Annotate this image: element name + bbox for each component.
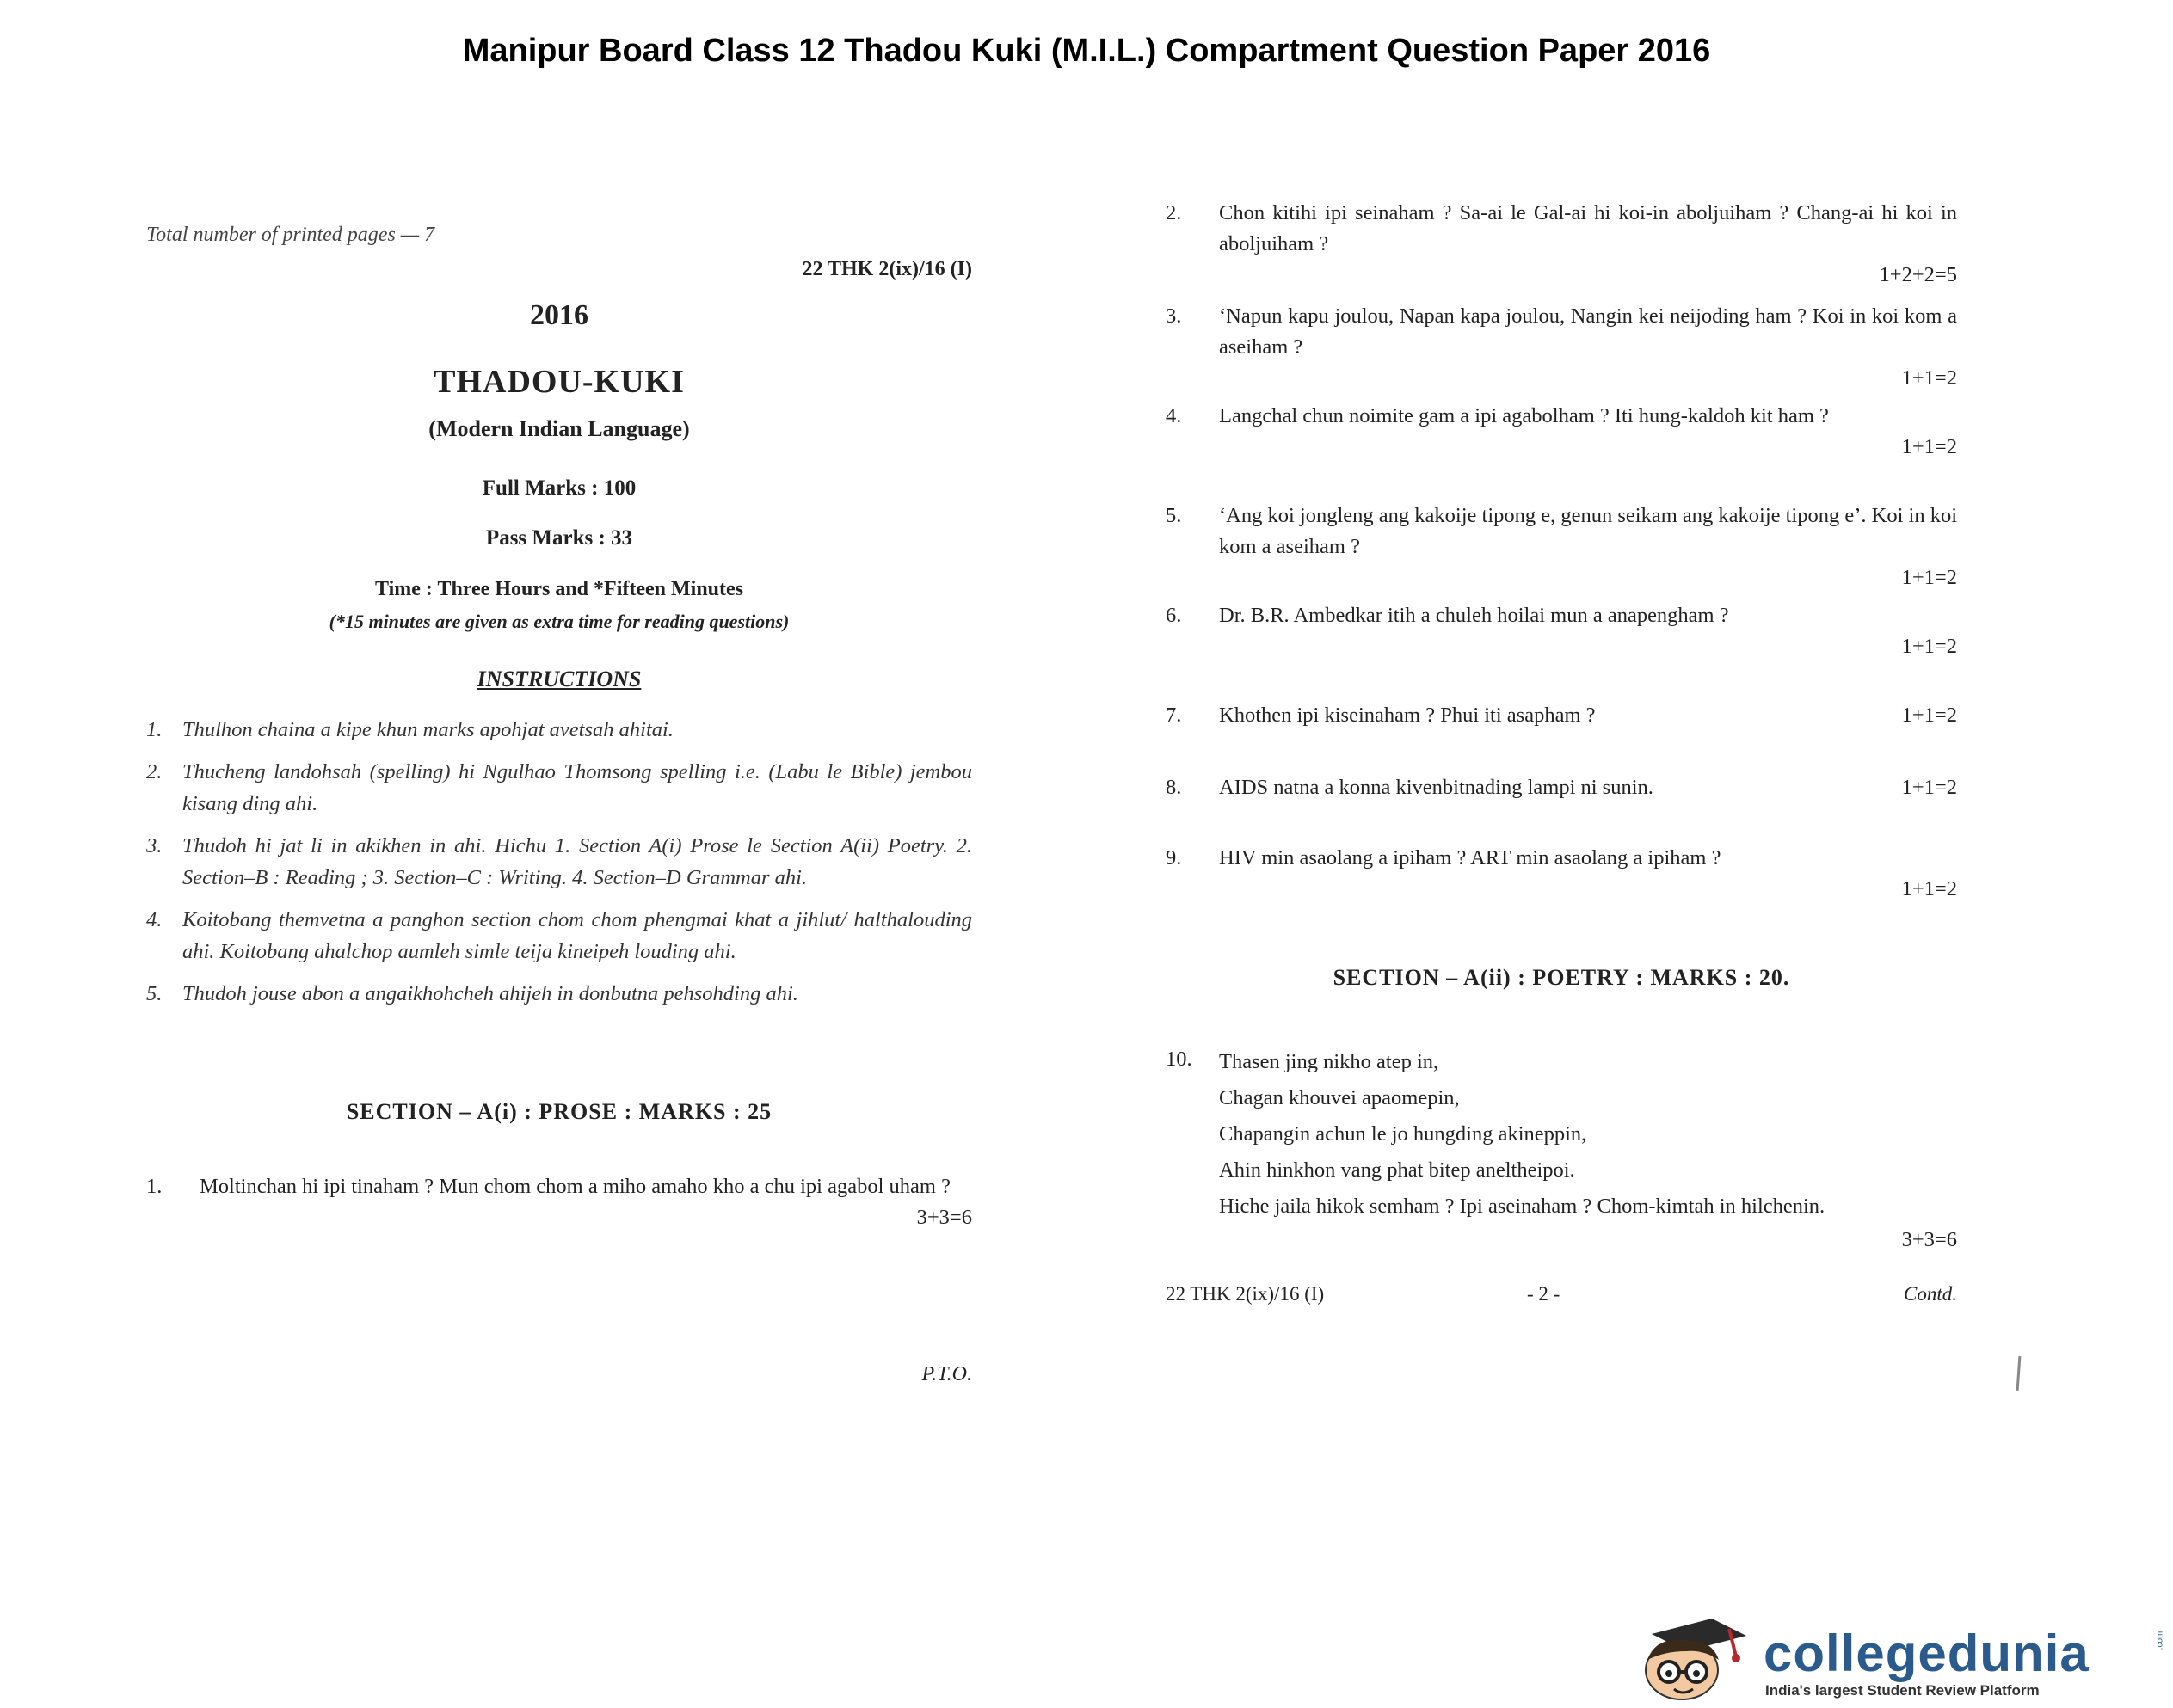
poem-line: Chagan khouvei apaomepin, (1219, 1086, 1460, 1109)
question-text: HIV min asaolang a ipiham ? ART min asaolang a ipiham ? (1219, 846, 1721, 869)
poem-line: Thasen jing nikho atep in, (1219, 1050, 1439, 1073)
instruction-number: 3. (146, 834, 163, 857)
question-text: Khothen ipi kiseinaham ? Phui iti asapham ? (1219, 703, 1596, 727)
instruction-item (146, 904, 972, 968)
question-text: Dr. B.R. Ambedkar itih a chuleh hoilai mun a anapengham ? (1219, 604, 1729, 627)
instruction-text: Koitobang themvetna a panghon section chom chom phengmai khat a jihlut/ halthalouding ahi. Koitobang ahalchop aumleh simle teija kineipeh louding ahi. (182, 908, 972, 963)
section-a2-heading: SECTION – A(ii) : POETRY : MARKS : 20. (1333, 965, 1790, 990)
question-number: 6. (1166, 604, 1182, 627)
footer-page-number: - 2 - (1527, 1283, 1560, 1305)
mascot-icon (1617, 1617, 1755, 1703)
instruction-item (146, 714, 972, 746)
logo-domain-suffix: .com (2155, 1631, 2165, 1650)
poem-line: Hiche jaila hikok semham ? Ipi aseinaham ? Chom-kimtah in hilchenin. (1219, 1195, 1825, 1218)
instructions-heading: INSTRUCTIONS (477, 667, 642, 691)
question-number: 8. (1166, 776, 1182, 799)
time-note: (*15 minutes are given as extra time for reading questions) (329, 611, 790, 632)
instruction-text: Thucheng landohsah (spelling) hi Ngulhao Thomsong spelling i.e. (Labu le Bible) jembou kisang ding ahi. (182, 760, 972, 815)
question-number: 3. (1166, 304, 1182, 328)
question-5 (1166, 501, 1957, 593)
printed-pages-note: Total number of printed pages — 7 (146, 224, 435, 246)
question-number: 4. (1166, 404, 1182, 427)
poem-line: Chapangin achun le jo hungding akineppin, (1219, 1122, 1587, 1146)
question-8 (1166, 772, 1957, 803)
footer-code: 22 THK 2(ix)/16 (I) (1166, 1283, 1325, 1305)
language-subtitle: (Modern Indian Language) (428, 416, 690, 441)
logo-wordmark: collegedunia (1764, 1625, 2090, 1682)
question-text: ‘Ang koi jongleng ang kakoije tipong e, genun seikam ang kakoije tipong e’. Koi in koi kom a aseiham ? (1219, 504, 1958, 558)
question-number: 7. (1166, 703, 1182, 727)
instruction-number: 2. (146, 760, 163, 783)
instruction-number: 5. (146, 982, 163, 1005)
question-marks: 1+1=2 (1901, 703, 1957, 727)
question-2 (1166, 198, 1957, 291)
question-marks: 1+2+2=5 (1879, 263, 1957, 286)
question-text: ‘Napun kapu joulou, Napan kapa joulou, Nangin kei neijoding ham ? Koi in koi kom a aseiham ? (1219, 304, 1957, 359)
instruction-item (146, 756, 972, 820)
question-marks: 1+1=2 (1901, 877, 1957, 900)
question-number: 10. (1166, 1048, 1192, 1071)
question-number: 9. (1166, 846, 1182, 869)
paper-code: 22 THK 2(ix)/16 (I) (802, 258, 972, 280)
exam-year: 2016 (530, 299, 588, 331)
pass-marks: Pass Marks : 33 (485, 526, 633, 550)
time-allowed: Time : Three Hours and *Fifteen Minutes (375, 578, 743, 600)
question-text: AIDS natna a konna kivenbitnading lampi ni sunin. (1219, 776, 1653, 799)
question-marks: 1+1=2 (1901, 435, 1957, 458)
logo-tagline: India's largest Student Review Platform (1765, 1682, 2040, 1699)
scan-mark (2016, 1356, 2022, 1391)
question-marks: 3+3=6 (1901, 1228, 1957, 1251)
instruction-item (146, 830, 972, 894)
question-number: 2. (1166, 201, 1182, 224)
question-marks: 3+3=6 (916, 1206, 972, 1229)
question-3 (1166, 301, 1957, 394)
question-text: Moltinchan hi ipi tinaham ? Mun chom chom a miho amaho kho a chu ipi agabol uham ? (200, 1175, 951, 1198)
instruction-text: Thudoh jouse abon a angaikhohcheh ahijeh in donbutna pehsohding ahi. (182, 982, 798, 1005)
question-marks: 1+1=2 (1901, 566, 1957, 589)
collegedunia-logo[interactable] (1617, 1617, 2168, 1703)
question-6 (1166, 600, 1957, 662)
question-text: Langchal chun noimite gam a ipi agabolham ? Iti hung-kaldoh kit ham ? (1219, 404, 1829, 427)
page-footer (1166, 1283, 1957, 1306)
section-a1-heading: SECTION – A(i) : PROSE : MARKS : 25 (346, 1099, 773, 1124)
question-7 (1166, 700, 1957, 731)
instruction-number: 4. (146, 908, 163, 931)
question-number: 5. (1166, 504, 1182, 527)
poem-line: Ahin hinkhon vang phat bitep aneltheipoi. (1219, 1158, 1575, 1182)
instructions-list (146, 714, 972, 1020)
question-10 (1166, 1044, 1957, 1256)
question-marks: 1+1=2 (1901, 776, 1957, 799)
instruction-text: Thulhon chaina a kipe khun marks apohjat avetsah ahitai. (182, 718, 674, 741)
question-4 (1166, 401, 1957, 463)
question-number: 1. (146, 1175, 163, 1198)
document-title: Manipur Board Class 12 Thadou Kuki (M.I.L.) Compartment Question Paper 2016 (462, 33, 1711, 69)
question-marks: 1+1=2 (1901, 635, 1957, 658)
question-text: Chon kitihi ipi seinaham ? Sa-ai le Gal-ai hi koi-in aboljuiham ? Chang-ai hi koi in aboljuiham ? (1219, 201, 1957, 255)
question-1 (146, 1171, 972, 1233)
question-9 (1166, 843, 1957, 905)
instruction-item (146, 978, 972, 1010)
full-marks: Full Marks : 100 (482, 476, 637, 500)
subject-title: THADOU-KUKI (434, 364, 685, 400)
instruction-text: Thudoh hi jat li in akikhen in ahi. Hichu 1. Section A(i) Prose le Section A(ii) Poetry. 2. Section–B : Reading ; 3. Section–C : Writing. 4. Section–D Grammar ahi. (182, 834, 972, 889)
pto-note: P.T.O. (921, 1363, 972, 1385)
footer-contd: Contd. (1904, 1283, 1957, 1305)
question-marks: 1+1=2 (1901, 366, 1957, 390)
instruction-number: 1. (146, 718, 163, 741)
